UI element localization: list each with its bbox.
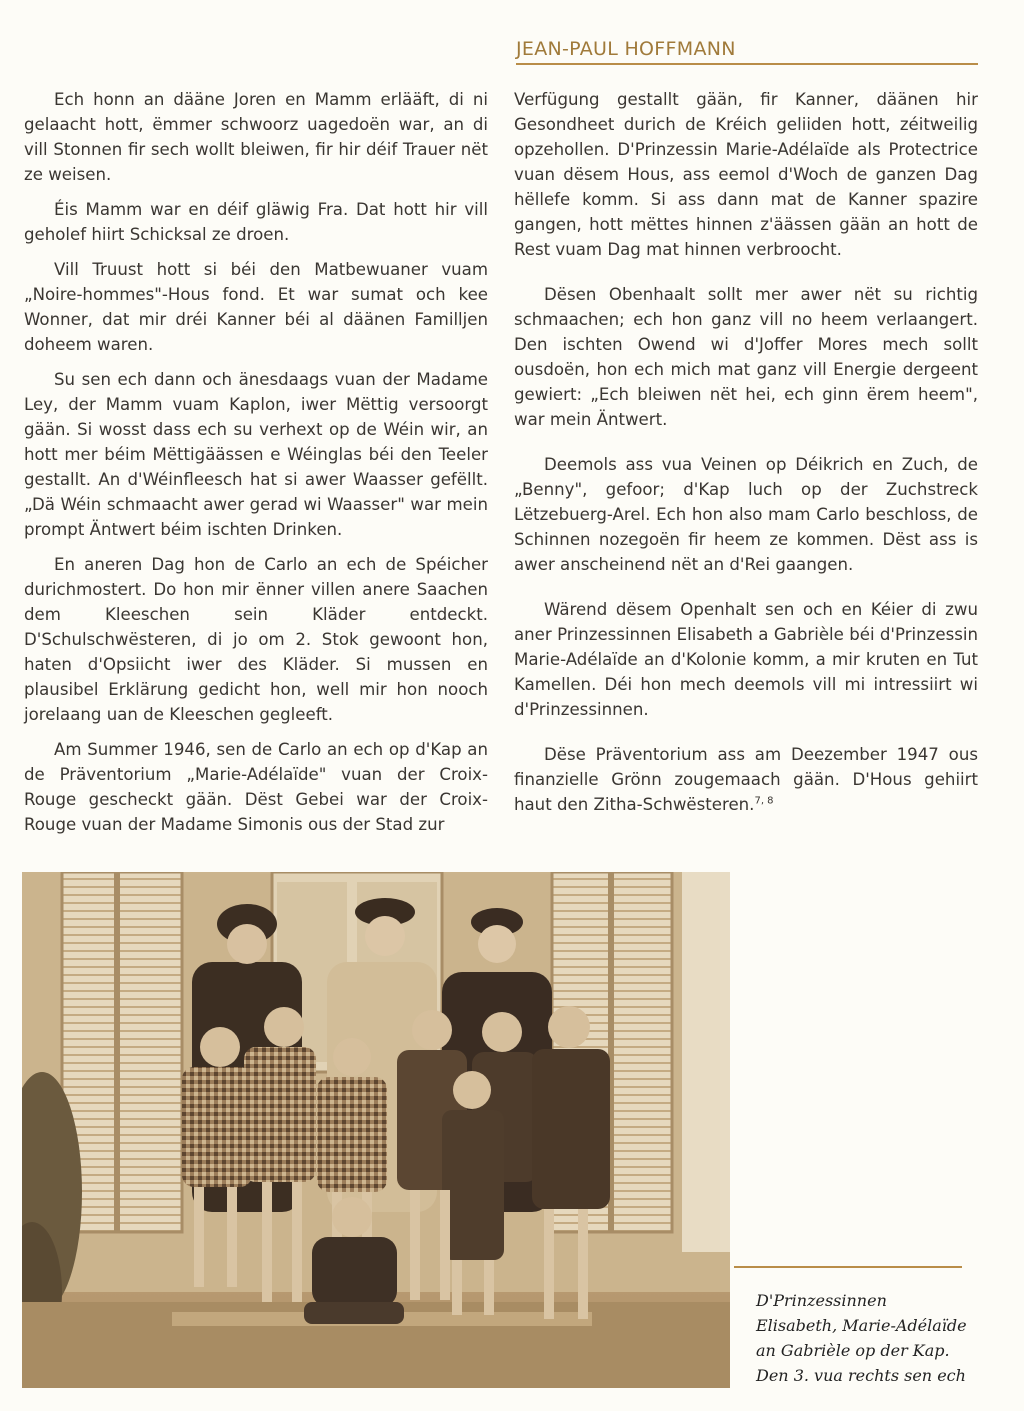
caption-line: Den 3. vua rechts sen ech xyxy=(756,1366,966,1385)
footnote-refs: 7, 8 xyxy=(754,795,774,807)
paragraph: Wärend dësem Openhalt sen och en Kéier di zwu aner Prinzessinnen Elisabeth a Gabrièle béi d'Prinzessin Marie-Adélaïde an d'Kolonie komm, a mir kruten en Tut Kamellen. Déi hon mech deemols vill mi intressiirt wi d'Prinzessinnen. xyxy=(514,600,978,719)
paragraph: Verfügung gestallt gään, fir Kanner, däänen hir Gesondheet durich de Kréich geliiden hott, zéitweilig opzehollen. D'Prinzessin Marie-Adélaïde als Protectrice vuan dësem Hous, ass eemol d'Woch de ganzen Dag hëllefe komm. Si ass dann mat de Kanner spazire gangen, hott mëttes hinnen z'äässen gään an hott de Rest vuam Dag mat hinnen verbroocht. xyxy=(514,90,978,259)
paragraph: Éis Mamm war en déif gläwig Fra. Dat hott hir vill geholef hiirt Schicksal ze droen. xyxy=(24,200,488,244)
paragraph: Dësen Obenhaalt sollt mer awer nët su richtig schmaachen; ech hon ganz vill no heem verlaangert. Den ischten Owend wi d'Joffer Mores mech sollt ousdoën, hon ech mich mat ganz vill Energie dergeent gewiert: „Ech bleiwen nët hei, ech ginn ërem heem", war mein Äntwert. xyxy=(514,285,978,429)
caption-line: an Gabrièle op der Kap. xyxy=(756,1341,950,1360)
paragraph: En aneren Dag hon de Carlo an ech de Spéicher durichmostert. Do hon mir ënner villen anere Saachen dem Kleeschen sein Kläder entdeckt. D'Schulschwësteren, di jo om 2. Stok gewoont hon, haten d'Opsiicht iwer des Kläder. Si mussen en plausibel Erklärung gedicht hon, well mir hon nooch jorelaang uan de Kleeschen gegleeft. xyxy=(24,555,488,724)
caption-rule xyxy=(734,1266,962,1268)
photo-caption xyxy=(756,1288,988,1388)
caption-line: D'Prinzessinnen xyxy=(756,1291,887,1310)
paragraph: Deemols ass vua Veinen op Déikrich en Zuch, de „Benny", gefoor; d'Kap luch op der Zuchstreck Lëtzebuerg-Arel. Ech hon also mam Carlo beschloss, de Schinnen nozegoën fir heem ze kommen. Dëst ass is awer anscheinend nët an d'Rei gaangen. xyxy=(514,455,978,574)
caption-line: Elisabeth, Marie-Adélaïde xyxy=(756,1316,967,1335)
photo-illustration xyxy=(22,872,730,1388)
paragraph: Su sen ech dann och änesdaags vuan der Madame Ley, der Mamm vuam Kaplon, iwer Mëttig versoorgt gään. Si wosst dass ech su verhext op de Wéin wir, an hott mer béim Mëttigäässen e Wéinglas béi den Teeler gestallt. An d'Wéinfleesch hat si awer Waasser gefëllt. „Dä Wéin schmaacht awer gerad wi Waasser" war mein prompt Äntwert béim ischten Drinken. xyxy=(24,370,488,539)
left-text-column xyxy=(24,87,488,837)
author-name: JEAN-PAUL HOFFMANN xyxy=(516,38,736,60)
paragraph-text: Dëse Präventorium ass am Deezember 1947 ous finanzielle Grönn zougemaach gään. D'Hous gehiirt haut den Zitha-Schwësteren. xyxy=(514,745,978,814)
paragraph: Am Summer 1946, sen de Carlo an ech op d'Kap an de Präventorium „Marie-Adélaïde" vuan der Croix-Rouge gescheckt gään. Dëst Gebei war der Croix-Rouge vuan der Madame Simonis ous der Stad zur xyxy=(24,740,488,834)
page-header xyxy=(516,36,978,66)
right-text-column xyxy=(514,87,978,817)
paragraph: Vill Truust hott si béi den Matbewuaner vuam „Noire-hommes"-Hous fond. Et war sumat och kee Wonner, dat mir dréi Kanner béi al däänen Familljen doheem waren. xyxy=(24,260,488,354)
group-photo xyxy=(22,872,730,1388)
paragraph: Ech honn an dääne Joren en Mamm erlääft, di ni gelaacht hott, ëmmer schwoorz uagedoën war, an di vill Stonnen fir sech wollt bleiwen, fir hir déif Trauer nët ze weisen. xyxy=(24,90,488,184)
header-rule xyxy=(516,63,978,65)
last-paragraph xyxy=(514,742,978,817)
